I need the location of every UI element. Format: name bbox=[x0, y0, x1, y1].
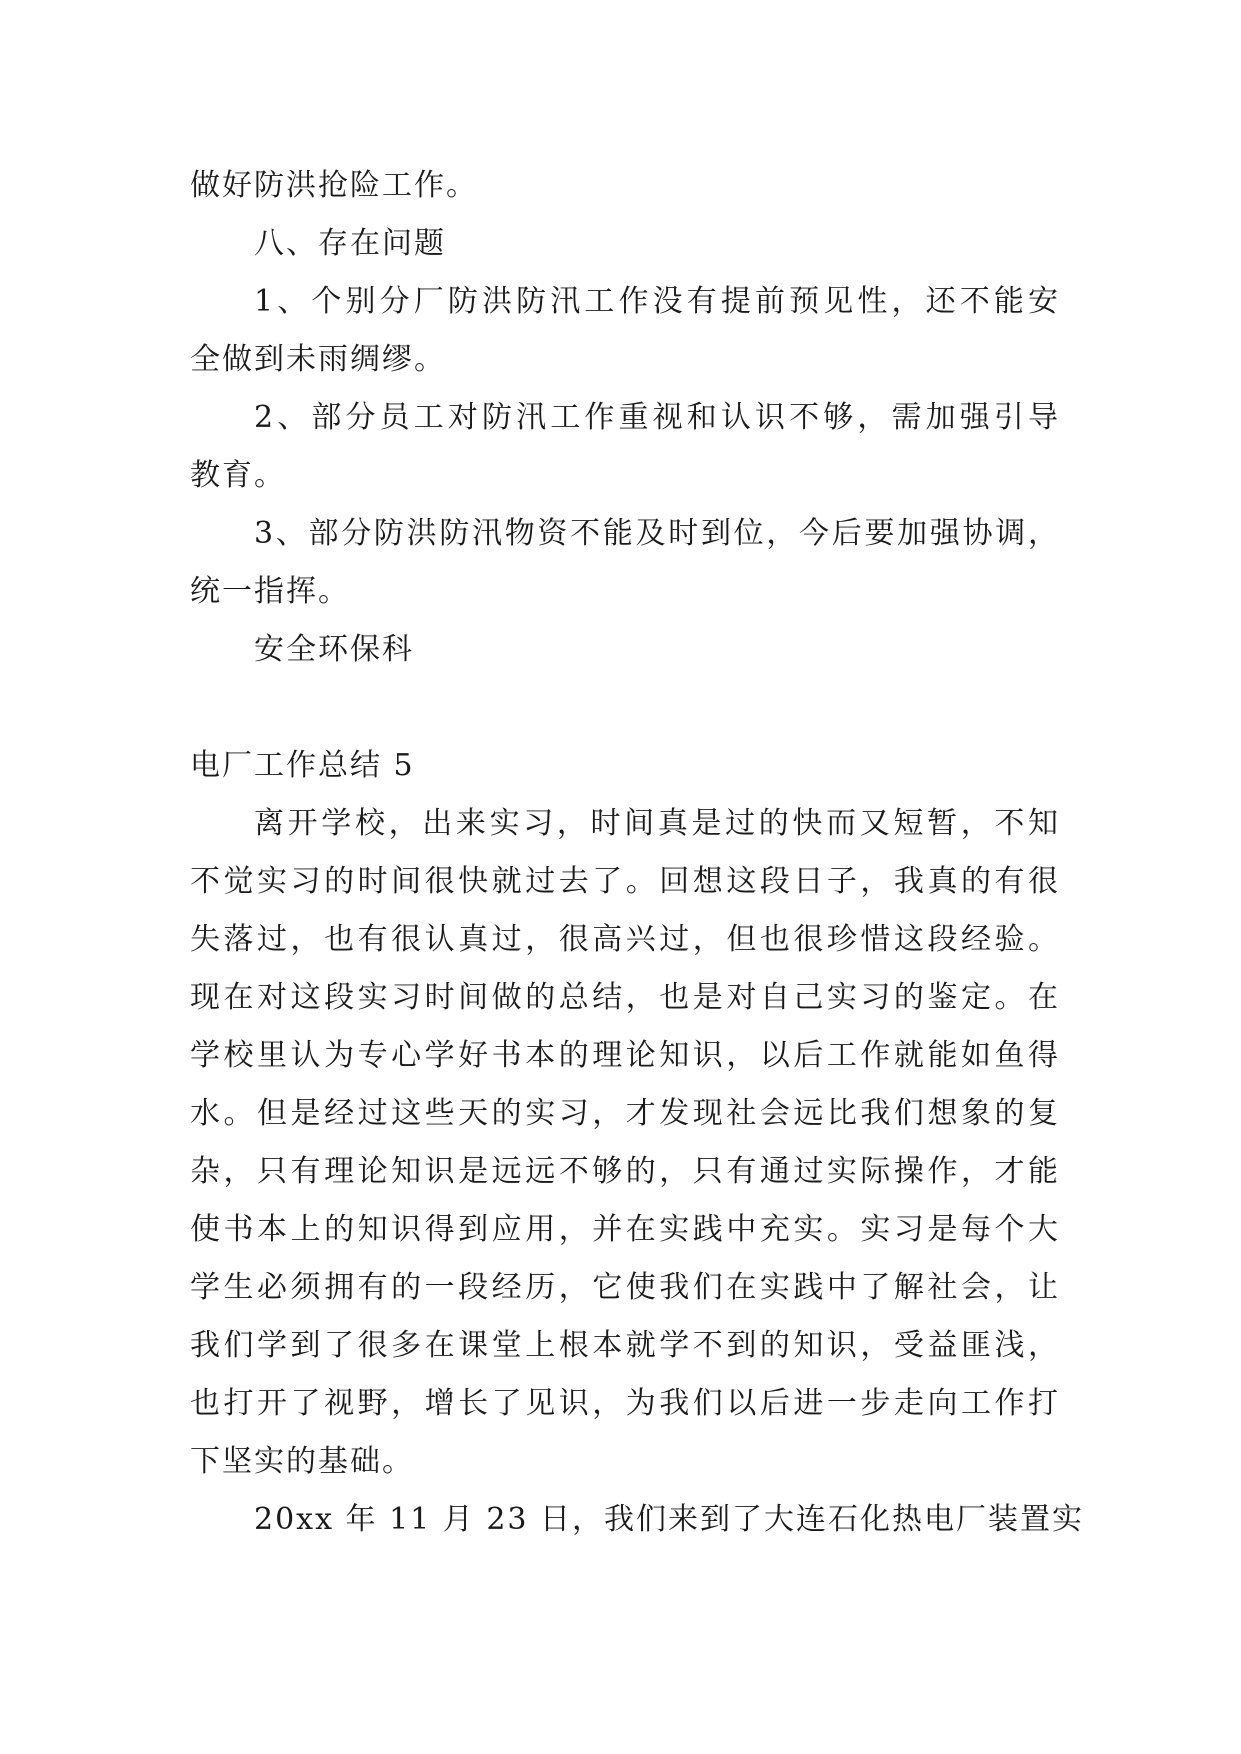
text-line: 做好防洪抢险工作。 bbox=[190, 168, 478, 203]
text-line: 学生必须拥有的一段经历，它使我们在实践中了解社会，让 bbox=[190, 1270, 1060, 1305]
signature-line: 安全环保科 bbox=[254, 632, 414, 667]
text-line: 离开学校，出来实习，时间真是过的快而又短暂，不知 bbox=[254, 806, 1060, 841]
text-line: 1、个别分厂防洪防汛工作没有提前预见性，还不能安 bbox=[254, 284, 1060, 319]
section-heading: 八、存在问题 bbox=[254, 226, 446, 261]
section-title: 电厂工作总结 5 bbox=[190, 748, 415, 783]
text-line: 全做到未雨绸缪。 bbox=[190, 342, 446, 377]
text-line: 水。但是经过这些天的实习，才发现社会远比我们想象的复 bbox=[190, 1096, 1060, 1131]
text-line: 我们学到了很多在课堂上根本就学不到的知识，受益匪浅， bbox=[190, 1328, 1060, 1363]
text-line: 杂，只有理论知识是远远不够的，只有通过实际操作，才能 bbox=[190, 1154, 1060, 1189]
text-line: 教育。 bbox=[190, 458, 286, 493]
text-line: 现在对这段实习时间做的总结，也是对自己实习的鉴定。在 bbox=[190, 980, 1060, 1015]
text-line: 下坚实的基础。 bbox=[190, 1444, 414, 1479]
text-line: 统一指挥。 bbox=[190, 574, 350, 609]
text-line: 失落过，也有很认真过，很高兴过，但也很珍惜这段经验。 bbox=[190, 922, 1060, 957]
text-line: 3、部分防洪防汛物资不能及时到位，今后要加强协调， bbox=[254, 516, 1060, 551]
text-line: 学校里认为专心学好书本的理论知识，以后工作就能如鱼得 bbox=[190, 1038, 1060, 1073]
text-line: 不觉实习的时间很快就过去了。回想这段日子，我真的有很 bbox=[190, 864, 1060, 899]
text-line: 也打开了视野，增长了见识，为我们以后进一步走向工作打 bbox=[190, 1386, 1060, 1421]
text-line: 使书本上的知识得到应用，并在实践中充实。实习是每个大 bbox=[190, 1212, 1060, 1247]
text-line: 20xx 年 11 月 23 日，我们来到了大连石化热电厂装置实 bbox=[254, 1502, 1085, 1537]
text-line: 2、部分员工对防汛工作重视和认识不够，需加强引导 bbox=[254, 400, 1060, 435]
